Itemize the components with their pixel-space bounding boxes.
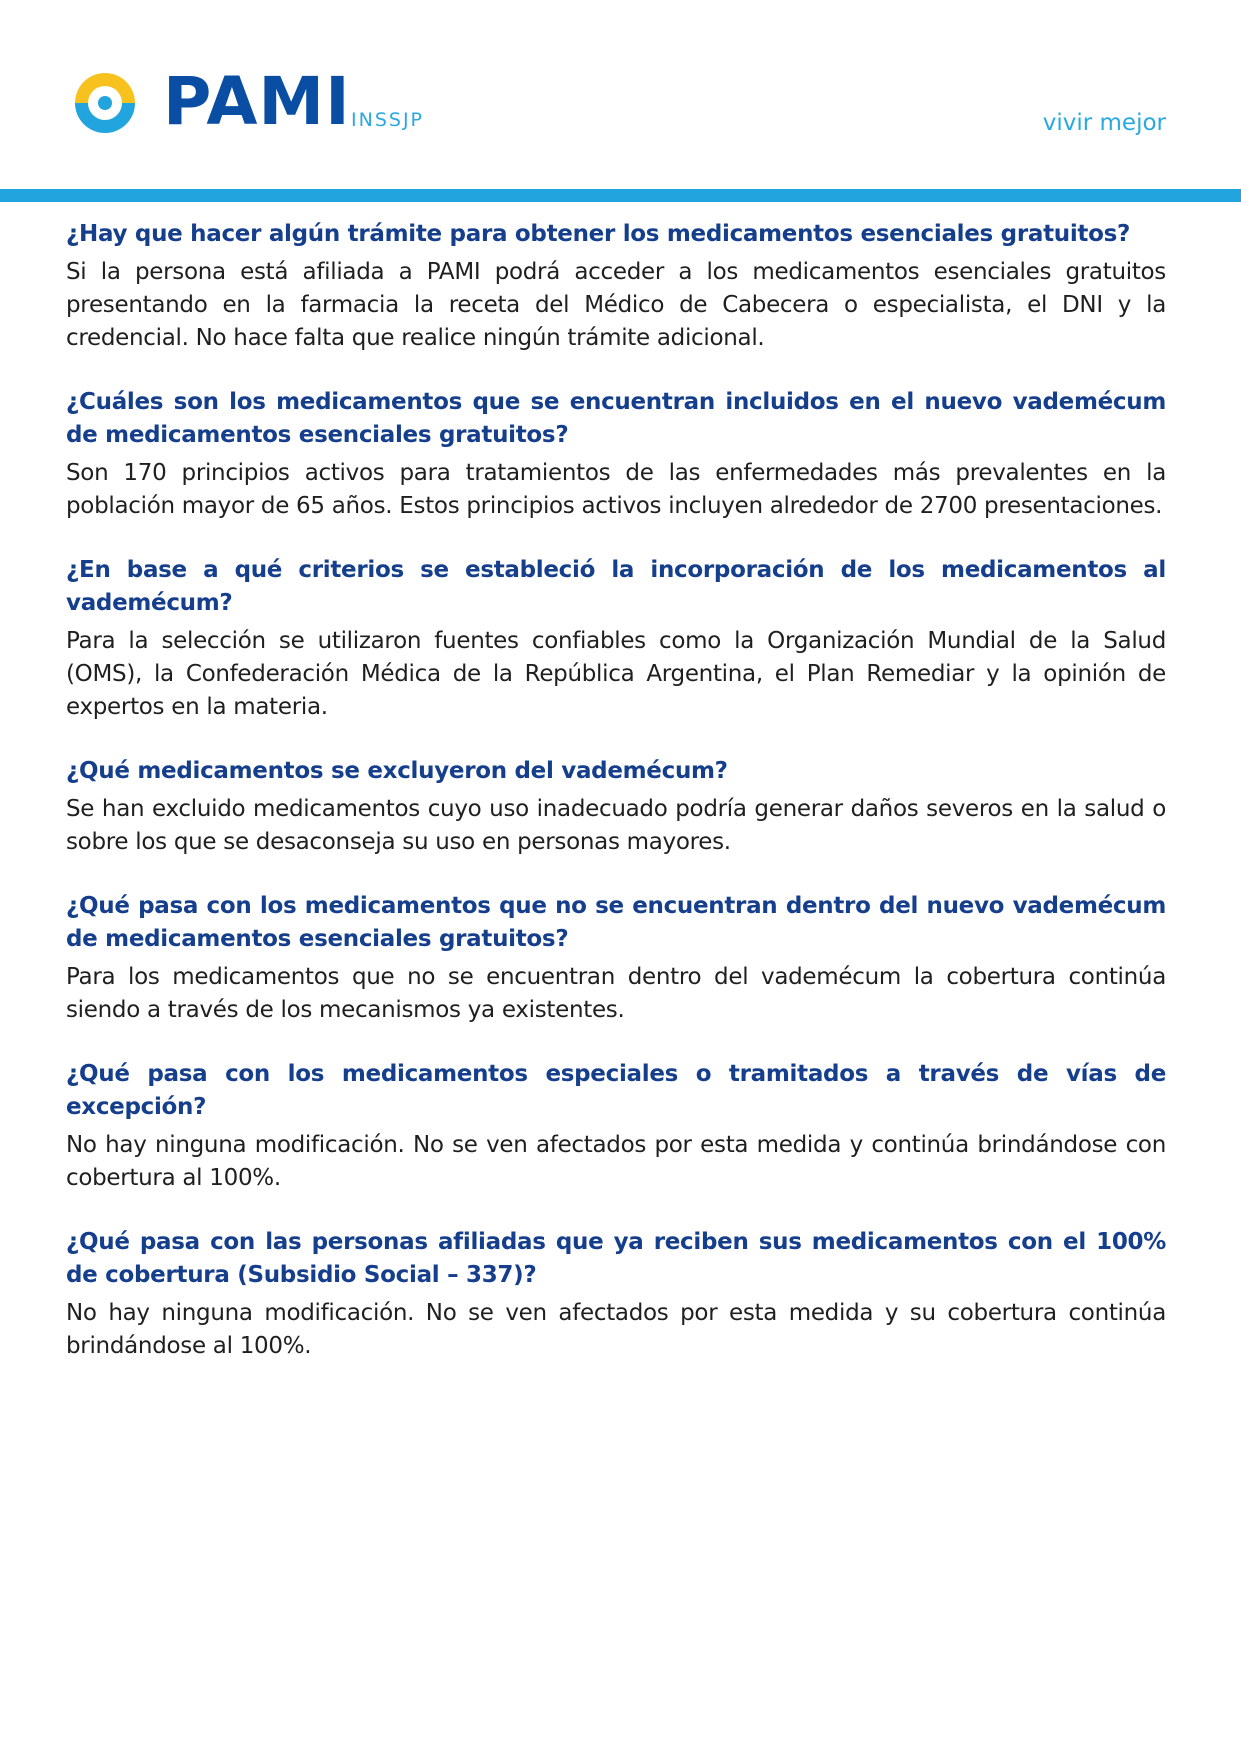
header-divider-bar (0, 189, 1241, 202)
faq-answer: Son 170 principios activos para tratamientos de las enfermedades más prevalentes en la población mayor de 65 años. Estos principios activos incluyen alrededor de 2700 presentaciones. (66, 460, 1166, 519)
brand-subtitle: INSSJP (351, 109, 424, 131)
faq-answer: No hay ninguna modificación. No se ven afectados por esta medida y su cobertura continúa brindándose al 100%. (66, 1300, 1166, 1359)
faq-item (66, 755, 1166, 859)
faq-question: ¿Qué medicamentos se excluyeron del vademécum? (66, 758, 728, 784)
faq-question: ¿Hay que hacer algún trámite para obtener los medicamentos esenciales gratuitos? (66, 221, 1131, 247)
brand-name: PAMI (163, 63, 351, 140)
faq-answer: Si la persona está afiliada a PAMI podrá acceder a los medicamentos esenciales gratuitos presentando en la farmacia la receta del Médico de Cabecera o especialista, el DNI y la credencial. No hace falta que realice ningún trámite adicional. (66, 259, 1166, 351)
faq-answer: Para la selección se utilizaron fuentes confiables como la Organización Mundial de la Salud (OMS), la Confederación Médica de la República Argentina, el Plan Remediar y la opinión de expertos en la materia. (66, 628, 1166, 720)
faq-answer: Para los medicamentos que no se encuentran dentro del vademécum la cobertura continúa siendo a través de los mecanismos ya existentes. (66, 964, 1166, 1023)
faq-item (66, 1058, 1166, 1195)
faq-question: ¿Qué pasa con los medicamentos especiales o tramitados a través de vías de excepción? (66, 1061, 1166, 1120)
tagline: vivir mejor (1042, 110, 1166, 136)
faq-question: ¿Cuáles son los medicamentos que se encuentran incluidos en el nuevo vademécum de medicamentos esenciales gratuitos? (66, 389, 1166, 448)
faq-question: ¿Qué pasa con los medicamentos que no se encuentran dentro del nuevo vademécum de medicamentos esenciales gratuitos? (66, 893, 1166, 952)
faq-item (66, 890, 1166, 1027)
faq-item (66, 1226, 1166, 1363)
faq-answer: Se han excluido medicamentos cuyo uso inadecuado podría generar daños severos en la salud o sobre los que se desaconseja su uso en personas mayores. (66, 796, 1166, 855)
faq-item (66, 218, 1166, 355)
page-header (0, 0, 1241, 190)
faq-item (66, 554, 1166, 724)
faq-item (66, 386, 1166, 523)
faq-question: ¿En base a qué criterios se estableció la incorporación de los medicamentos al vademécum? (66, 557, 1166, 616)
pami-ring-logo-icon (70, 68, 140, 138)
faq-answer: No hay ninguna modificación. No se ven afectados por esta medida y continúa brindándose con cobertura al 100%. (66, 1132, 1166, 1191)
faq-list (66, 218, 1166, 1394)
faq-question: ¿Qué pasa con las personas afiliadas que ya reciben sus medicamentos con el 100% de cobertura (Subsidio Social – 337)? (66, 1229, 1166, 1288)
